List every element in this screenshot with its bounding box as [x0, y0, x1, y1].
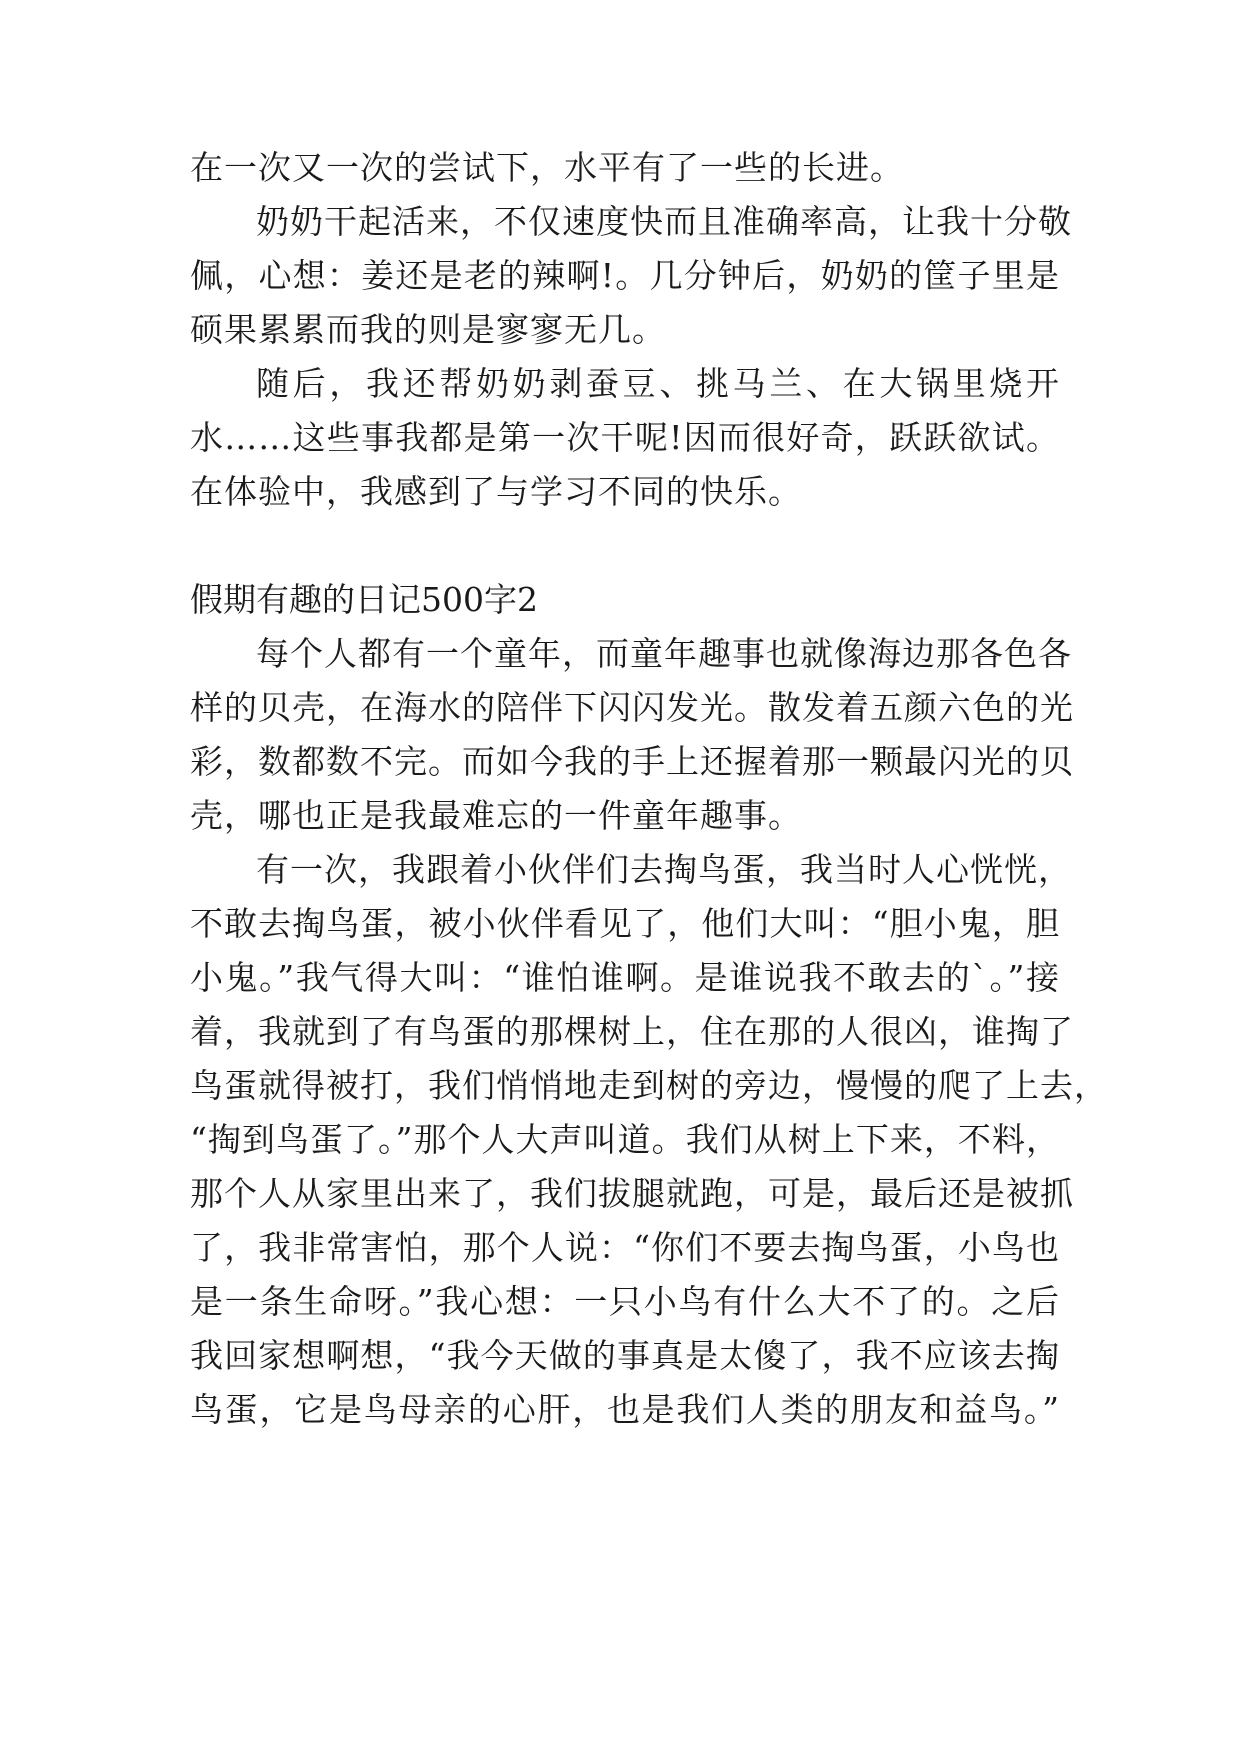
paragraph-line: 奶奶干起活来，不仅速度快而且准确率高，让我十分敬: [256, 202, 1072, 241]
paragraph-line: 了，我非常害怕，那个人说：“你们不要去掏鸟蛋，小鸟也: [190, 1228, 1060, 1267]
paragraph-line: 水……这些事我都是第一次干呢!因而很好奇，跃跃欲试。: [190, 418, 1060, 457]
paragraph-line: 硕果累累而我的则是寥寥无几。: [190, 310, 666, 349]
paragraph-line: 随后，我还帮奶奶剥蚕豆、挑马兰、在大锅里烧开: [256, 364, 1060, 403]
paragraph-line: 彩，数都数不完。而如今我的手上还握着那一颗最闪光的贝: [190, 742, 1074, 781]
paragraph-line: 在一次又一次的尝试下，水平有了一些的长进。: [190, 148, 904, 187]
paragraph-line: 那个人从家里出来了，我们拔腿就跑，可是，最后还是被抓: [190, 1174, 1074, 1213]
section-title: 假期有趣的日记500字2: [190, 580, 538, 619]
paragraph-line: 我回家想啊想，“我今天做的事真是太傻了，我不应该去掏: [190, 1336, 1060, 1375]
paragraph-line: 壳，哪也正是我最难忘的一件童年趣事。: [190, 796, 802, 835]
paragraph-line: 小鬼。”我气得大叫：“谁怕谁啊。是谁说我不敢去的`。”接: [190, 958, 1060, 997]
paragraph-line: 有一次，我跟着小伙伴们去掏鸟蛋，我当时人心恍恍，: [256, 850, 1072, 889]
paragraph-line: 着，我就到了有鸟蛋的那棵树上，住在那的人很凶，谁掏了: [190, 1012, 1074, 1051]
paragraph-line: 鸟蛋就得被打，我们悄悄地走到树的旁边，慢慢的爬了上去，: [190, 1066, 1108, 1105]
paragraph-line: 是一条生命呀。”我心想：一只小鸟有什么大不了的。之后: [190, 1282, 1060, 1321]
paragraph-line: 在体验中，我感到了与学习不同的快乐。: [190, 472, 802, 511]
paragraph-line: “掏到鸟蛋了。”那个人大声叫道。我们从树上下来，不料，: [190, 1120, 1060, 1159]
paragraph-line: 每个人都有一个童年，而童年趣事也就像海边那各色各: [256, 634, 1072, 673]
paragraph-line: 鸟蛋，它是鸟母亲的心肝，也是我们人类的朋友和益鸟。”: [190, 1390, 1060, 1429]
paragraph-line: 佩，心想：姜还是老的辣啊!。几分钟后，奶奶的筐子里是: [190, 256, 1060, 295]
paragraph-line: 不敢去掏鸟蛋，被小伙伴看见了，他们大叫：“胆小鬼，胆: [190, 904, 1060, 943]
paragraph-line: 样的贝壳，在海水的陪伴下闪闪发光。散发着五颜六色的光: [190, 688, 1074, 727]
